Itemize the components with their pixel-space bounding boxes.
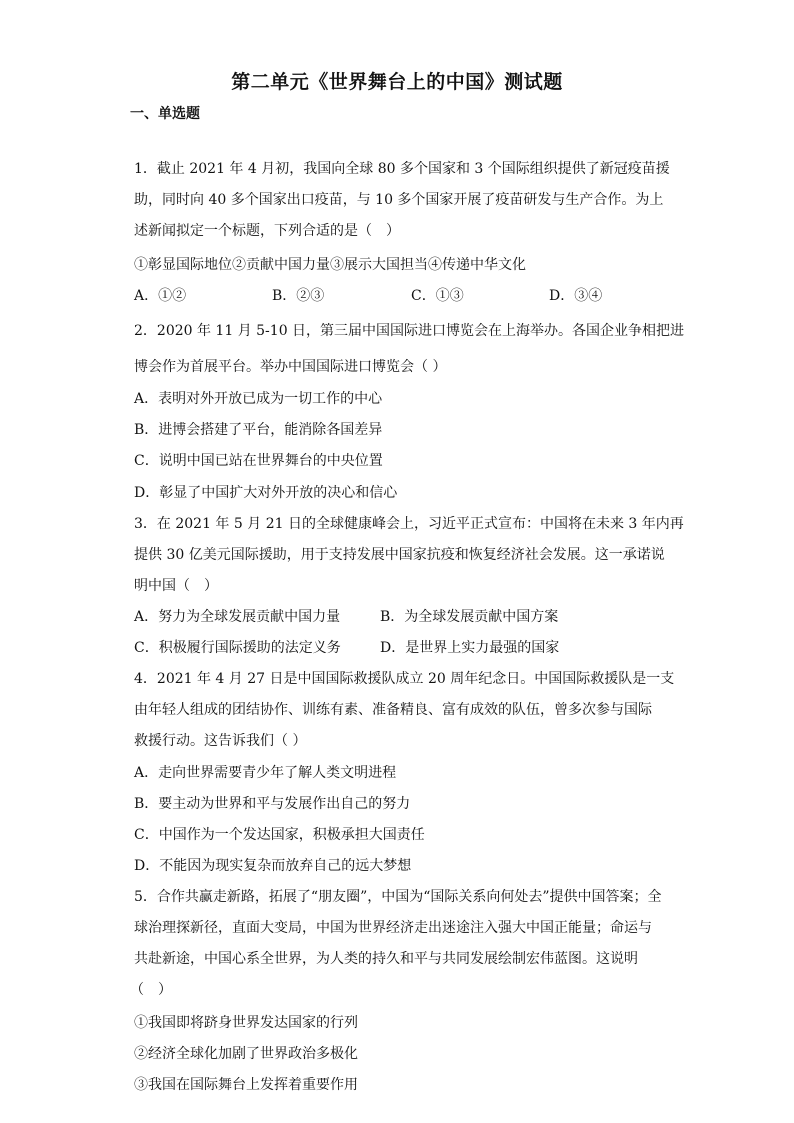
section-heading: 一、单选题 bbox=[130, 106, 200, 122]
q2-text-line: 博会作为首展平台。举办中国国际进口博览会（ ） bbox=[134, 359, 447, 375]
q4-option-b: B．要主动为世界和平与发展作出自己的努力 bbox=[134, 796, 411, 812]
q5-text-line: （ ） bbox=[130, 982, 172, 998]
q4-option-c: C．中国作为一个发达国家，积极承担大国责任 bbox=[134, 827, 425, 843]
q5-statement-3: ③我国在国际舞台上发挥着重要作用 bbox=[134, 1077, 358, 1093]
q3-option-b: B．为全球发展贡献中国方案 bbox=[380, 609, 559, 625]
q5-text-line: 5．合作共赢走新路，拓展了“朋友圈”，中国为“国际关系向何处去”提供中国答案；全 bbox=[134, 889, 662, 905]
q1-text-line: 1．截止 2021 年 4 月初，我国向全球 80 多个国家和 3 个国际组织提供了新冠疫苗援 bbox=[134, 161, 670, 177]
q4-text-line: 由年轻人组成的团结协作、训练有素、准备精良、富有成效的队伍，曾多次参与国际 bbox=[134, 702, 652, 718]
q3-option-c: C．积极履行国际援助的法定义务 bbox=[134, 640, 341, 656]
q5-statement-2: ②经济全球化加剧了世界政治多极化 bbox=[134, 1046, 358, 1062]
q1-statements: ①彰显国际地位②贡献中国力量③展示大国担当④传递中华文化 bbox=[134, 257, 526, 273]
q2-option-d: D．彰显了中国扩大对外开放的决心和信心 bbox=[134, 485, 398, 501]
page-title: 第二单元《世界舞台上的中国》测试题 bbox=[231, 71, 563, 93]
q4-text-line: 救援行动。这告诉我们（ ） bbox=[134, 733, 307, 749]
q2-option-b: B．进博会搭建了平台，能消除各国差异 bbox=[134, 422, 383, 438]
q1-option-d: D．③④ bbox=[549, 288, 603, 304]
q4-option-a: A．走向世界需要青少年了解人类文明进程 bbox=[134, 765, 397, 781]
q3-text-line: 3．在 2021 年 5 月 21 日的全球健康峰会上，习近平正式宣布：中国将在未来 3 年内再 bbox=[134, 516, 684, 532]
q5-statement-1: ①我国即将跻身世界发达国家的行列 bbox=[134, 1015, 358, 1031]
q3-option-d: D．是世界上实力最强的国家 bbox=[380, 640, 560, 656]
q4-text-line: 4．2021 年 4 月 27 日是中国国际救援队成立 20 周年纪念日。中国国际救援队是一支 bbox=[134, 671, 675, 687]
q2-option-c: C．说明中国已站在世界舞台的中央位置 bbox=[134, 453, 383, 469]
q4-option-d: D．不能因为现实复杂而放弃自己的远大梦想 bbox=[134, 858, 412, 874]
q3-text-line: 提供 30 亿美元国际援助，用于支持发展中国家抗疫和恢复经济社会发展。这一承诺说 bbox=[134, 547, 665, 563]
q5-text-line: 球治理探新径，直面大变局，中国为世界经济走出迷途注入强大中国正能量；命运与 bbox=[134, 920, 652, 936]
q1-option-c: C．①③ bbox=[411, 288, 464, 304]
q5-text-line: 共赴新途，中国心系全世界，为人类的持久和平与共同发展绘制宏伟蓝图。这说明 bbox=[134, 951, 638, 967]
q1-option-b: B．②③ bbox=[272, 288, 325, 304]
q1-option-a: A．①② bbox=[134, 288, 187, 304]
q2-text-line: 2．2020 年 11 月 5-10 日，第三届中国国际进口博览会在上海举办。各国企业争相把进 bbox=[134, 323, 685, 339]
q1-text-line: 助，同时向 40 多个国家出口疫苗，与 10 多个国家开展了疫苗研发与生产合作。为上 bbox=[134, 192, 664, 208]
q1-text-line: 述新闻拟定一个标题，下列合适的是（ ） bbox=[134, 223, 400, 239]
q3-text-line: 明中国（ ） bbox=[134, 578, 218, 594]
q3-option-a: A．努力为全球发展贡献中国力量 bbox=[134, 609, 341, 625]
q2-option-a: A．表明对外开放已成为一切工作的中心 bbox=[134, 391, 383, 407]
